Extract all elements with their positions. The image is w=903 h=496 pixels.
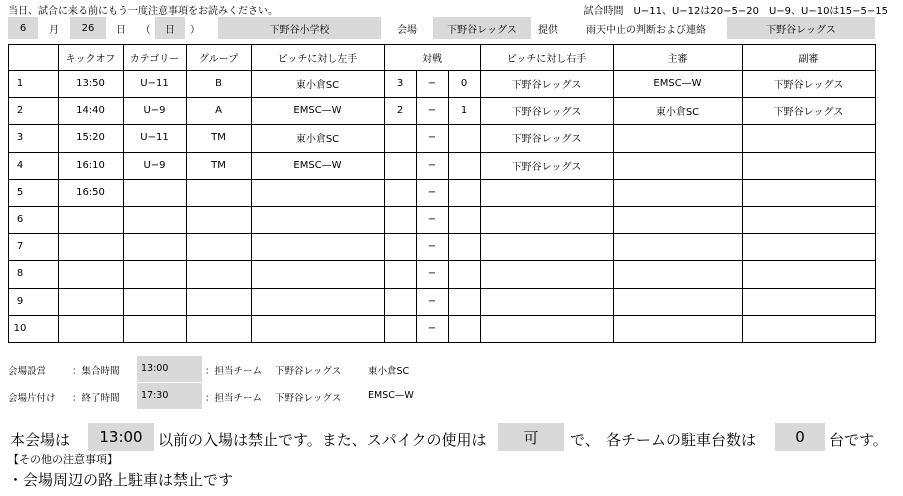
kickoff-time: 16:50 [76, 187, 105, 198]
parking-box: 0 [775, 423, 825, 451]
cleanup-label: 会場片付け [8, 393, 56, 404]
kickoff-time: 13:50 [76, 78, 105, 89]
score-left: 2 [396, 105, 404, 116]
score-dash: − [427, 241, 437, 252]
header-left: ピッチに対し左手 [277, 53, 358, 65]
rules-part1: 本会場は [10, 431, 71, 449]
paren-open: （ [140, 24, 151, 36]
header-match: 対戦 [422, 53, 442, 65]
score-right: 1 [460, 105, 468, 116]
row-number: 7 [16, 241, 24, 252]
right-team: 下野谷レッグス [511, 107, 582, 118]
other-item: ・会場周辺の路上駐車は禁止です [8, 471, 234, 489]
assistant-referee: 下野谷レッグス [773, 107, 844, 118]
kickoff-time: 14:40 [76, 105, 105, 116]
header-group: グループ [198, 53, 239, 65]
group: TM [211, 132, 226, 143]
provider-value: 下野谷レッグス [447, 24, 517, 36]
rules-part3: で、 [570, 431, 600, 449]
setup-time-label: ：集合時間 [72, 366, 120, 377]
date-day: 26 [81, 22, 95, 34]
cleanup-team1: 下野谷レッグス [275, 393, 342, 404]
date-weekday: 日 [165, 24, 175, 36]
category: U−11 [140, 78, 169, 89]
cleanup-time: 17:30 [141, 390, 169, 401]
row-number: 1 [16, 78, 24, 89]
row-number: 6 [16, 214, 24, 225]
rain-contact-value: 下野谷レッグス [766, 24, 836, 36]
row-number: 3 [16, 132, 24, 143]
group: B [215, 78, 222, 89]
score-dash: − [427, 323, 437, 334]
left-team: EMSC—W [293, 160, 342, 171]
provider-label: 提供 [538, 24, 558, 36]
setup-team2: 東小倉SC [368, 366, 410, 377]
score-dash: − [427, 268, 437, 279]
category: U−9 [143, 160, 166, 171]
right-team: 下野谷レッグス [511, 80, 582, 91]
venue-label: 会場 [397, 24, 417, 36]
paren-close: ） [190, 24, 200, 36]
score-dash: − [427, 78, 437, 89]
date-day-unit: 日 [116, 24, 126, 36]
referee: 東小倉SC [655, 107, 700, 118]
rules-part5: 台です。 [829, 431, 888, 449]
score-dash: − [427, 296, 437, 307]
header-category: カテゴリー [129, 53, 180, 65]
score-right: 0 [460, 78, 468, 89]
rain-contact-label: 雨天中止の判断および連絡 [586, 24, 706, 36]
referee: EMSC—W [653, 78, 702, 89]
header-right: ピッチに対し右手 [506, 53, 587, 65]
match-time-note: 試合時間 U−11、U−12は20−5−20 U−9、U−10は15−5−15 [583, 6, 888, 17]
score-dash: − [427, 214, 437, 225]
row-number: 9 [16, 296, 24, 307]
cleanup-time-label: ：終了時間 [72, 393, 120, 404]
score-dash: − [427, 105, 437, 116]
score-left: 3 [396, 78, 404, 89]
group: A [215, 105, 222, 116]
cleanup-team2: EMSC—W [368, 390, 414, 401]
setup-time: 13:00 [141, 363, 169, 374]
header-referee: 主審 [667, 53, 688, 65]
right-team: 下野谷レッグス [511, 134, 582, 145]
score-dash: − [427, 187, 437, 198]
header-kickoff: キックオフ [65, 53, 116, 65]
row-number: 8 [16, 268, 24, 279]
schedule-table [8, 44, 875, 342]
header-assistant: 副審 [798, 53, 819, 65]
left-team: 東小倉SC [295, 80, 340, 91]
setup-team-label: ：担当チーム [205, 366, 263, 377]
notice-text: 当日、試合に来る前にもう一度注意事項をお読みください。 [8, 6, 278, 17]
date-month-unit: 月 [49, 24, 59, 36]
right-team: 下野谷レッグス [511, 162, 582, 173]
setup-label: 会場設営 [8, 366, 47, 377]
other-title: 【その他の注意事項】 [8, 453, 118, 466]
venue-name: 下野谷小学校 [269, 24, 330, 36]
row-number: 4 [16, 160, 24, 171]
cleanup-team-label: ：担当チーム [205, 393, 263, 404]
row-number: 5 [16, 187, 24, 198]
rules-part4: 各チームの駐車台数は [606, 431, 757, 449]
rules-part2: 以前の入場は禁止です。また、スパイクの使用は [158, 431, 487, 449]
score-dash: − [427, 132, 437, 143]
date-month: 6 [19, 22, 27, 34]
kickoff-time: 16:10 [76, 160, 105, 171]
spike-box: 可 [498, 423, 564, 451]
left-team: 東小倉SC [295, 134, 340, 145]
left-team: EMSC—W [293, 105, 342, 116]
assistant-referee: 下野谷レッグス [773, 80, 844, 91]
entry-time-box: 13:00 [88, 423, 154, 451]
score-dash: − [427, 160, 437, 171]
category: U−9 [143, 105, 166, 116]
kickoff-time: 15:20 [76, 132, 105, 143]
category: U−11 [140, 132, 169, 143]
row-number: 10 [13, 323, 27, 334]
setup-team1: 下野谷レッグス [275, 366, 342, 377]
row-number: 2 [16, 105, 24, 116]
group: TM [211, 160, 226, 171]
